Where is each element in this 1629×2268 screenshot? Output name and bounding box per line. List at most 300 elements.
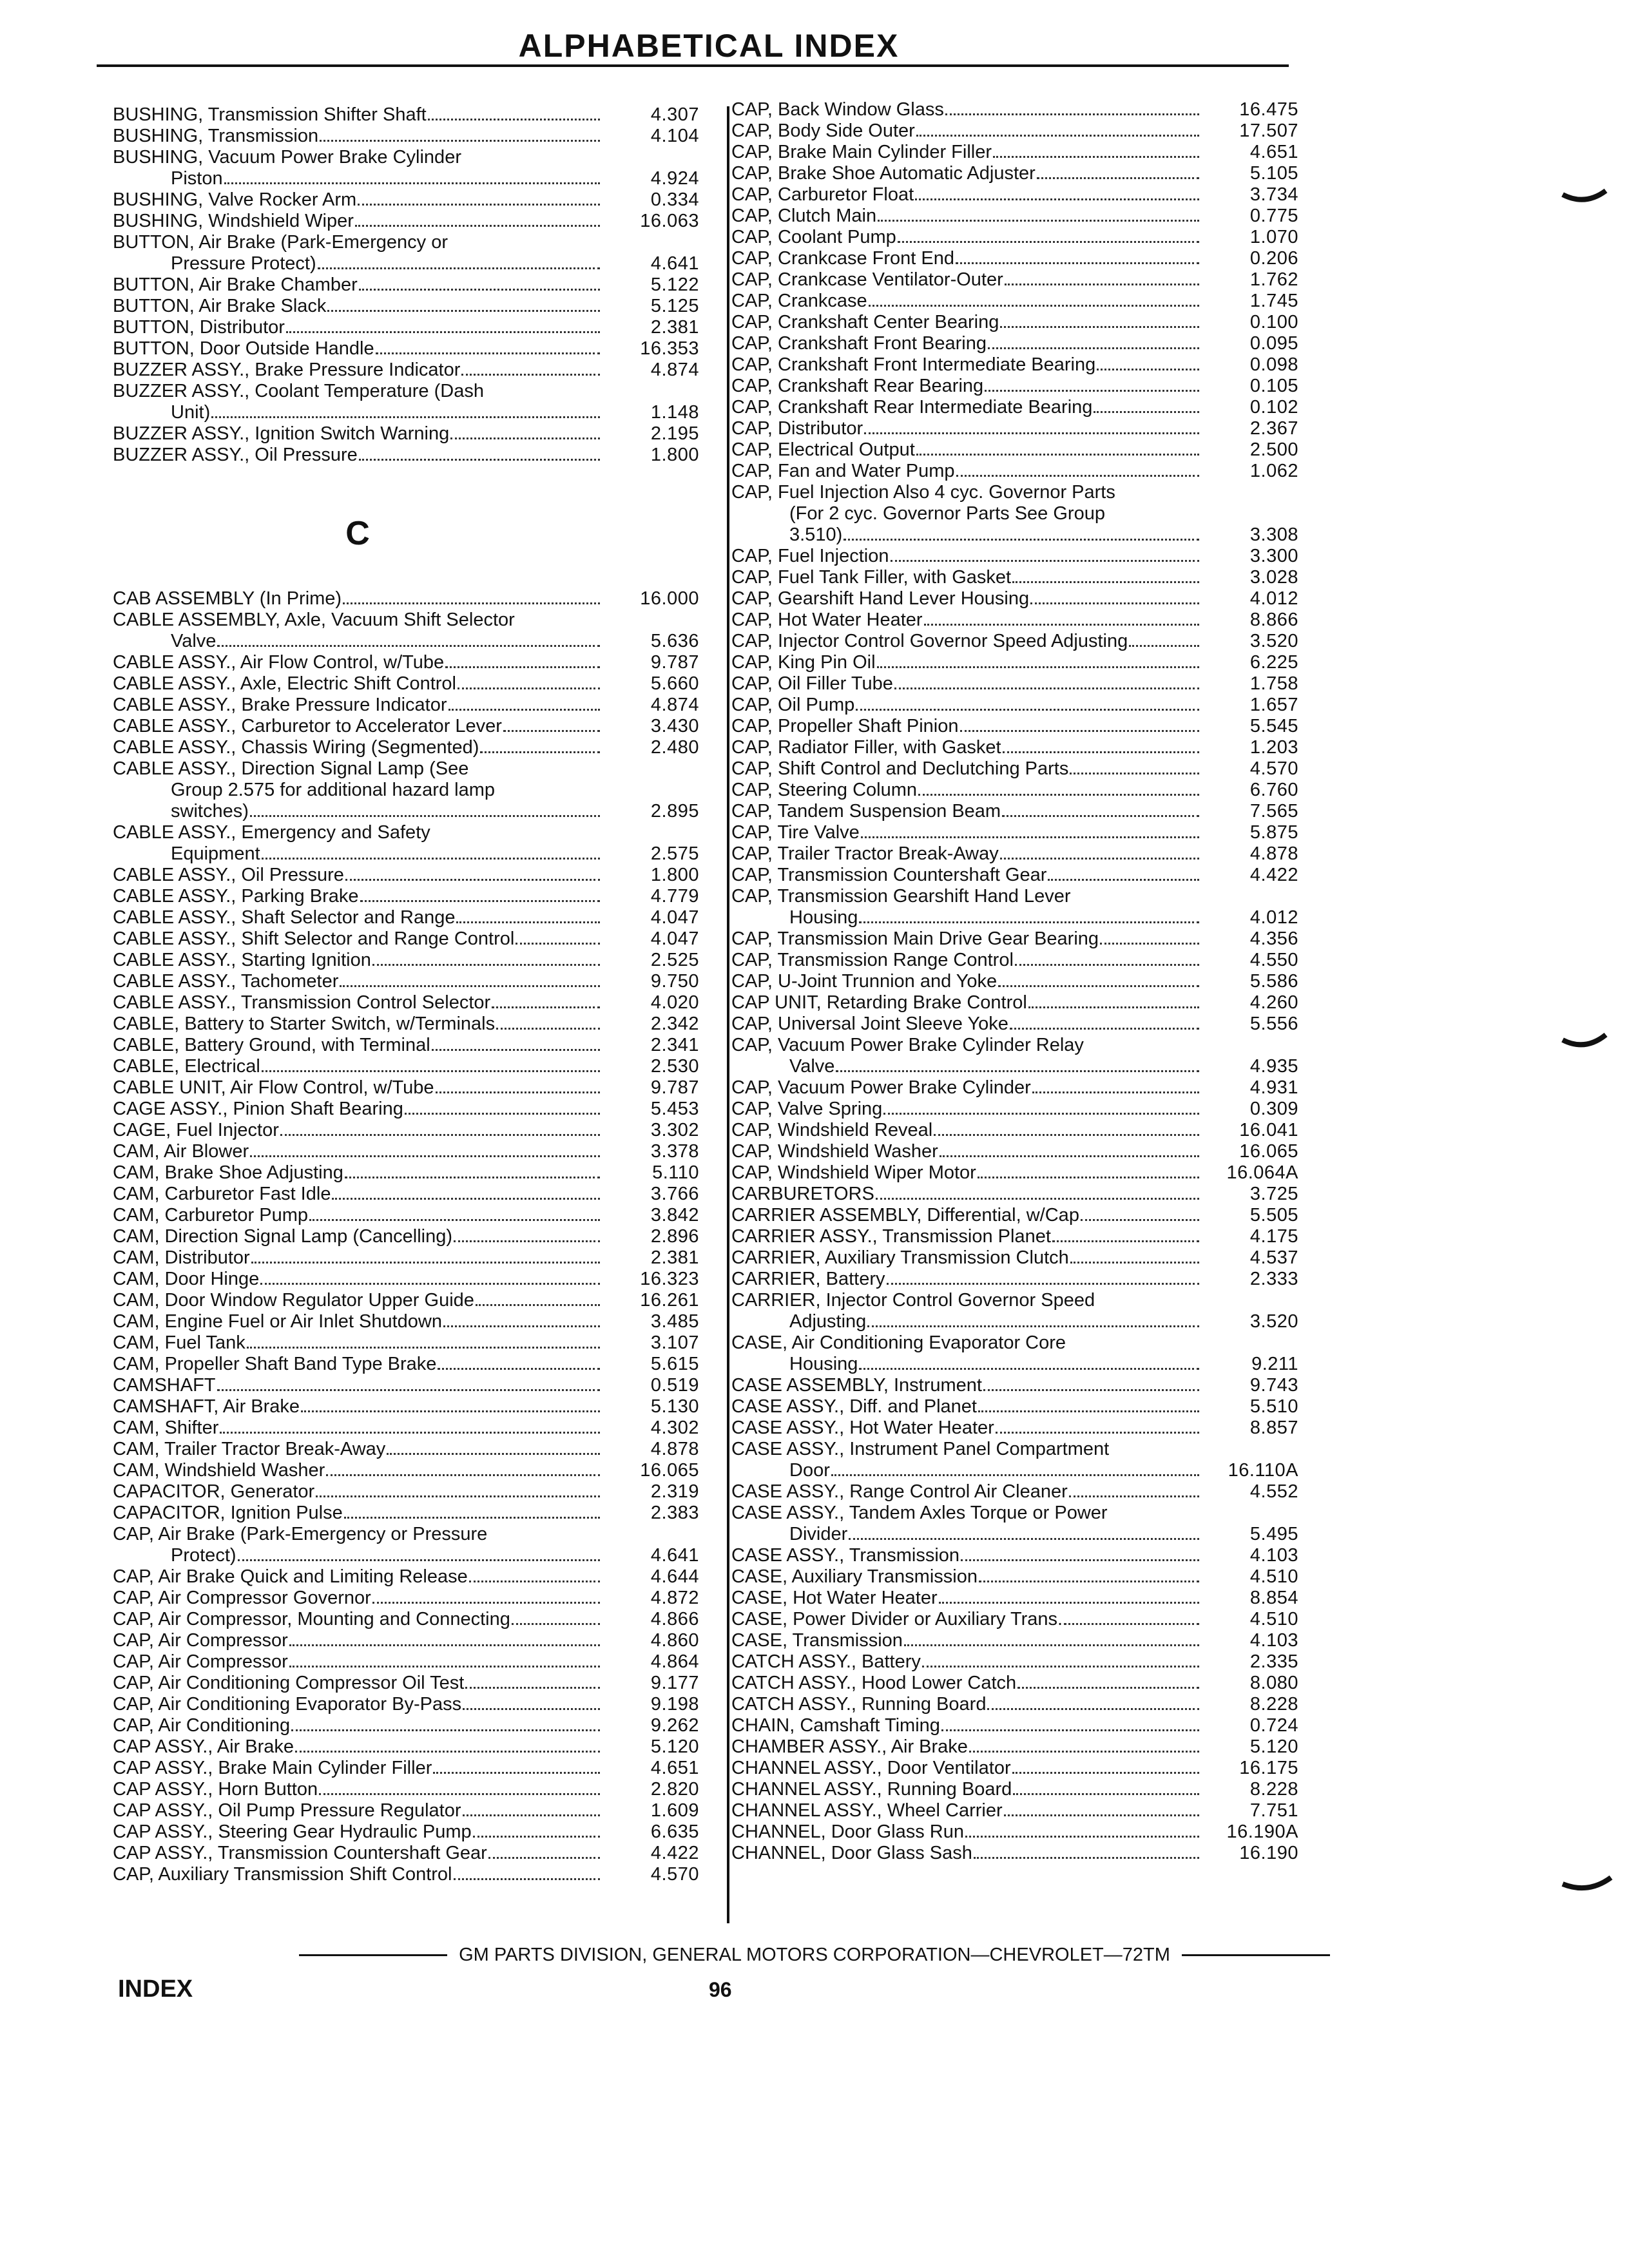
index-entry-line-text: CABLE ASSY., Air Flow Control, w/Tube — [113, 652, 445, 673]
index-entry-line-text: CAP, Injector Control Governor Speed Adjusting — [731, 631, 1128, 651]
index-entry-ref: 8.866 — [1249, 610, 1298, 630]
index-entry — [731, 1418, 1298, 1439]
dot-leader — [898, 241, 1199, 243]
index-entry-line — [731, 439, 1202, 461]
index-entry-text — [731, 99, 1298, 120]
index-entry-line — [731, 1779, 1202, 1800]
index-entry-line — [113, 1354, 602, 1375]
dot-leader — [961, 1559, 1199, 1561]
index-entry-text — [731, 1800, 1298, 1821]
index-entry-line — [731, 1481, 1202, 1503]
index-entry-line — [731, 1247, 1202, 1269]
index-entry-line — [731, 1566, 1202, 1588]
index-entry-line-text: CABLE ASSEMBLY, Axle, Vacuum Shift Selector — [113, 610, 515, 630]
index-entry-line-text: CAP, Air Brake (Park-Emergency or Pressure — [113, 1524, 488, 1544]
index-entry — [731, 1162, 1298, 1184]
index-entry-ref: 5.505 — [1249, 1205, 1298, 1225]
index-entry-text — [731, 695, 1298, 716]
index-entry-text — [731, 1332, 1298, 1375]
index-entry-line-text: CAM, Carburetor Fast Idle — [113, 1184, 331, 1204]
index-entry-line — [731, 1332, 1202, 1354]
index-entry-text — [731, 1205, 1298, 1226]
index-entry — [113, 1226, 699, 1247]
index-entry-line — [731, 1205, 1202, 1226]
index-entry-ref: 4.012 — [1249, 588, 1298, 609]
index-entry — [113, 423, 699, 445]
index-entry-text — [731, 758, 1298, 780]
index-entry-line — [113, 232, 602, 253]
dot-leader — [469, 1581, 600, 1582]
index-entry-text — [731, 269, 1298, 291]
index-entry-line-text: CAP, Shift Control and Declutching Parts — [731, 758, 1069, 779]
index-entry-ref: 1.609 — [650, 1800, 699, 1821]
index-entry-text — [113, 1120, 699, 1141]
index-entry-line — [113, 1205, 602, 1226]
index-entry — [113, 652, 699, 673]
index-entry-line-text: CAPACITOR, Ignition Pulse — [113, 1503, 343, 1523]
index-entry-line — [731, 1290, 1202, 1311]
index-entry-line — [113, 1651, 602, 1673]
dot-leader — [262, 1070, 600, 1072]
index-entry-line-text: CAM, Distributor — [113, 1247, 250, 1268]
index-entry-text — [731, 546, 1298, 567]
index-entry-line — [113, 992, 602, 1014]
index-entry-line-text: CABLE ASSY., Tachometer — [113, 971, 339, 992]
index-entry-text — [113, 1821, 699, 1843]
index-entry-ref: 1.758 — [1249, 673, 1298, 694]
index-entry — [113, 1460, 699, 1481]
dot-leader — [985, 390, 1199, 392]
dot-leader — [286, 331, 600, 333]
index-entry-line-text: BUSHING, Transmission — [113, 126, 319, 146]
dot-leader — [876, 1198, 1199, 1200]
index-entry — [731, 1099, 1298, 1120]
index-entry-text — [113, 1630, 699, 1651]
index-entry-text — [731, 376, 1298, 397]
index-entry — [113, 758, 699, 822]
index-entry — [731, 546, 1298, 567]
index-entry-line — [731, 418, 1202, 439]
index-entry-line-text: Valve — [171, 631, 217, 651]
index-entry-text — [731, 312, 1298, 333]
index-entry-ref: 4.878 — [1249, 843, 1298, 864]
index-entry — [113, 1630, 699, 1651]
index-entry-line — [731, 291, 1202, 312]
index-entry — [113, 992, 699, 1014]
dot-leader — [316, 1495, 600, 1497]
dot-leader — [831, 1474, 1199, 1476]
index-entry-line-text: CAP, Air Conditioning Compressor Oil Test — [113, 1673, 465, 1693]
index-entry-line-text: BUSHING, Transmission Shifter Shaft — [113, 104, 427, 125]
dot-leader — [856, 709, 1199, 711]
index-entry-line-text: CAP, Air Conditioning Evaporator By-Pass — [113, 1694, 462, 1715]
dot-leader — [983, 1389, 1199, 1391]
index-entry-ref: 6.635 — [650, 1821, 699, 1842]
index-entry-line-text: BUZZER ASSY., Coolant Temperature (Dash — [113, 381, 484, 401]
dot-leader — [877, 666, 1199, 668]
index-entry-line — [731, 269, 1202, 291]
index-entry-ref: 1.062 — [1249, 461, 1298, 481]
index-entry-text — [113, 907, 699, 928]
index-entry-line — [731, 397, 1202, 418]
index-entry-line — [113, 1290, 602, 1311]
index-entry — [113, 1162, 699, 1184]
index-entry-text — [113, 1439, 699, 1460]
index-entry-ref: 4.874 — [650, 360, 699, 380]
index-entry — [731, 1758, 1298, 1779]
index-entry-line — [113, 147, 602, 168]
dot-leader — [934, 1134, 1199, 1136]
index-entry-text — [113, 211, 699, 232]
index-entry — [731, 1545, 1298, 1566]
index-entry-line — [731, 1035, 1202, 1056]
index-entry-text — [113, 1290, 699, 1311]
index-entry-text — [113, 1141, 699, 1162]
index-entry-line-text: CAP, Crankshaft Front Bearing — [731, 333, 987, 354]
index-entry-ref: 16.065 — [1239, 1141, 1298, 1162]
dot-leader — [974, 1857, 1199, 1859]
index-entry-ref: 3.028 — [1249, 567, 1298, 588]
dot-leader — [445, 666, 600, 668]
index-entry-text — [113, 1099, 699, 1120]
index-entry — [113, 1247, 699, 1269]
index-entry — [731, 1396, 1298, 1418]
index-entry-text — [113, 1503, 699, 1524]
index-entry-line — [731, 1311, 1202, 1332]
index-entry-line-text: CAP, Tire Valve — [731, 822, 860, 843]
index-entry-line-text: CAP, Brake Shoe Automatic Adjuster — [731, 163, 1036, 184]
dot-leader — [387, 1453, 600, 1455]
index-entry-ref: 5.510 — [1249, 1396, 1298, 1417]
index-entry-line — [731, 461, 1202, 482]
index-entry-line — [731, 482, 1202, 503]
dot-leader — [359, 289, 600, 291]
index-entry-ref: 4.779 — [650, 886, 699, 907]
index-entry-line — [731, 652, 1202, 673]
index-entry-line — [113, 1056, 602, 1077]
index-entry-ref: 16.064A — [1226, 1162, 1298, 1183]
index-entry-text — [113, 274, 699, 296]
index-entry-line — [731, 1120, 1202, 1141]
index-entry-ref: 4.422 — [650, 1843, 699, 1863]
dot-leader — [1048, 879, 1199, 881]
index-entry — [113, 1120, 699, 1141]
index-entry-text — [731, 567, 1298, 588]
index-entry-line-text: CAP, Carburetor Float — [731, 184, 914, 205]
index-entry-text — [113, 928, 699, 950]
dot-leader — [436, 1091, 600, 1093]
index-entry-line-text: BUZZER ASSY., Brake Pressure Indicator — [113, 360, 461, 380]
left-column-top-entries — [113, 104, 699, 466]
dot-leader — [904, 1644, 1199, 1646]
index-entry — [113, 886, 699, 907]
index-entry-text — [113, 1736, 699, 1758]
index-entry-text — [731, 1630, 1298, 1651]
index-entry-ref: 6.760 — [1249, 780, 1298, 800]
index-entry-line — [113, 360, 602, 381]
index-entry — [731, 1035, 1298, 1077]
index-entry-line — [113, 381, 602, 402]
index-entry-ref: 2.367 — [1249, 418, 1298, 439]
dot-leader — [918, 794, 1199, 796]
index-entry-ref: 2.342 — [650, 1014, 699, 1034]
index-entry-line-text: BUZZER ASSY., Ignition Switch Warning — [113, 423, 450, 444]
dot-leader — [448, 709, 600, 711]
dot-leader — [939, 1602, 1199, 1604]
index-entry-line-text: CAP UNIT, Retarding Brake Control — [731, 992, 1027, 1013]
dot-leader — [238, 1559, 600, 1561]
dot-leader — [438, 1368, 600, 1370]
index-entry-line — [731, 631, 1202, 652]
index-entry-line-text: CASE, Auxiliary Transmission — [731, 1566, 978, 1587]
index-entry-text — [731, 1758, 1298, 1779]
index-entry-ref: 4.552 — [1249, 1481, 1298, 1502]
index-entry-line — [113, 1184, 602, 1205]
index-entry-ref: 5.545 — [1249, 716, 1298, 736]
index-entry — [113, 232, 699, 274]
index-entry-text — [731, 439, 1298, 461]
index-entry-text — [113, 758, 699, 822]
index-entry-ref: 5.660 — [650, 673, 699, 694]
dot-leader — [376, 352, 600, 354]
index-entry-ref: 4.641 — [650, 1545, 699, 1566]
index-entry-line-text: switches) — [171, 801, 249, 822]
index-entry-line-text: CABLE ASSY., Shift Selector and Range Control — [113, 928, 515, 949]
index-entry-text — [113, 1396, 699, 1418]
index-entry — [113, 296, 699, 317]
index-entry-ref: 4.537 — [1249, 1247, 1298, 1268]
index-entry-line — [113, 423, 602, 445]
index-entry — [113, 928, 699, 950]
index-entry — [731, 1184, 1298, 1205]
index-entry-ref: 2.381 — [650, 1247, 699, 1268]
index-entry — [731, 291, 1298, 312]
index-entry-text — [113, 338, 699, 360]
index-entry-ref: 2.530 — [650, 1056, 699, 1077]
index-entry-ref: 16.475 — [1239, 99, 1298, 120]
index-entry-line-text: CARRIER, Injector Control Governor Speed — [731, 1290, 1095, 1311]
dot-leader — [262, 858, 600, 860]
dot-leader — [217, 1389, 601, 1391]
index-entry-ref: 8.080 — [1249, 1673, 1298, 1693]
index-entry-text — [731, 142, 1298, 163]
index-entry-line-text: CAP, Radiator Filler, with Gasket — [731, 737, 1001, 758]
index-entry — [731, 1779, 1298, 1800]
index-entry-line — [731, 1800, 1202, 1821]
index-entry — [113, 381, 699, 423]
dot-leader — [516, 943, 600, 945]
index-entry-ref: 3.842 — [650, 1205, 699, 1225]
index-entry-line-text: 3.510) — [789, 524, 843, 545]
index-entry — [113, 1481, 699, 1503]
dot-leader — [1004, 1814, 1199, 1816]
index-entry-line-text: CASE ASSY., Range Control Air Cleaner — [731, 1481, 1068, 1502]
index-entry-text — [731, 206, 1298, 227]
index-entry-line-text: CAP, Back Window Glass — [731, 99, 944, 120]
index-entry-line-text: CAM, Brake Shoe Adjusting — [113, 1162, 343, 1183]
index-entry-text — [731, 1035, 1298, 1077]
index-entry-ref: 1.148 — [650, 402, 699, 423]
index-entry — [731, 376, 1298, 397]
dot-leader — [359, 459, 600, 461]
index-entry-line-text: CHANNEL, Door Glass Sash — [731, 1843, 972, 1863]
index-entry-line-text: CAP ASSY., Horn Button — [113, 1779, 318, 1800]
index-entry-line-text: CABLE ASSY., Direction Signal Lamp (See — [113, 758, 469, 779]
index-entry-text — [731, 291, 1298, 312]
index-entry-text — [113, 126, 699, 147]
dot-leader — [1012, 1772, 1199, 1774]
dot-leader — [355, 225, 600, 227]
index-entry-line — [113, 1375, 602, 1396]
index-entry-text — [731, 886, 1298, 928]
index-entry-text — [731, 1779, 1298, 1800]
index-entry-ref: 4.302 — [650, 1418, 699, 1438]
index-entry — [113, 189, 699, 211]
index-entry-line-text: CABLE, Battery to Starter Switch, w/Terminals — [113, 1014, 496, 1034]
index-entry — [731, 801, 1298, 822]
index-entry-text — [731, 1588, 1298, 1609]
index-entry — [113, 716, 699, 737]
index-entry-line — [113, 1247, 602, 1269]
index-entry-text — [731, 1162, 1298, 1184]
dot-leader — [894, 687, 1199, 689]
index-entry-ref: 3.302 — [650, 1120, 699, 1140]
index-entry-line — [113, 865, 602, 886]
index-entry-line-text: CAP, Universal Joint Sleeve Yoke — [731, 1014, 1008, 1034]
index-entry — [731, 1205, 1298, 1226]
index-entry-ref: 5.125 — [650, 296, 699, 316]
index-entry-text — [113, 1418, 699, 1439]
index-entry-line — [113, 801, 602, 822]
index-entry-line — [113, 1035, 602, 1056]
index-entry-ref: 16.063 — [640, 211, 699, 231]
index-entry-ref: 0.519 — [650, 1375, 699, 1396]
index-entry-text — [731, 1843, 1298, 1864]
index-entry-text — [113, 1694, 699, 1715]
index-entry-line — [731, 695, 1202, 716]
index-entry — [113, 1609, 699, 1630]
index-entry-line — [731, 1269, 1202, 1290]
index-entry-ref: 5.875 — [1249, 822, 1298, 843]
index-entry-text — [731, 227, 1298, 248]
index-entry-ref: 16.261 — [640, 1290, 699, 1311]
dot-leader — [461, 374, 600, 376]
dot-leader — [496, 1028, 600, 1030]
index-entry-line-text: CAM, Air Blower — [113, 1141, 249, 1162]
index-entry-line — [731, 1651, 1202, 1673]
index-entry-line-text: CAP, Windshield Reveal — [731, 1120, 933, 1140]
index-entry-ref: 5.120 — [1249, 1736, 1298, 1757]
index-entry-text — [113, 296, 699, 317]
index-entry-text — [113, 1481, 699, 1503]
index-entry-line — [113, 1843, 602, 1864]
index-entry-ref: 5.122 — [650, 274, 699, 295]
index-entry-ref: 5.586 — [1249, 971, 1298, 992]
index-entry-text — [731, 397, 1298, 418]
index-entry-line — [113, 1758, 602, 1779]
index-entry-text — [113, 1269, 699, 1290]
index-entry-line — [113, 1332, 602, 1354]
index-entry — [731, 588, 1298, 610]
dot-leader — [916, 135, 1199, 137]
index-entry-ref: 3.300 — [1249, 546, 1298, 566]
index-entry-text — [731, 610, 1298, 631]
index-entry-line-text: CAP, Trailer Tractor Break-Away — [731, 843, 999, 864]
dot-leader — [217, 645, 600, 647]
index-entry-line-text: CAP, Transmission Main Drive Gear Bearing — [731, 928, 1099, 949]
index-entry-line-text: CAM, Engine Fuel or Air Inlet Shutdown — [113, 1311, 442, 1332]
index-entry-ref: 4.924 — [650, 168, 699, 189]
index-entry-ref: 0.100 — [1249, 312, 1298, 332]
index-entry-line-text: CAP, U-Joint Trunnion and Yoke — [731, 971, 998, 992]
dot-leader — [993, 156, 1199, 158]
index-entry-text — [731, 1077, 1298, 1099]
index-entry-line-text: CAMSHAFT — [113, 1375, 216, 1396]
dot-leader — [956, 262, 1199, 264]
index-entry-text — [731, 1715, 1298, 1736]
index-entry-line — [113, 211, 602, 232]
index-entry-text — [113, 652, 699, 673]
dot-leader — [883, 1113, 1199, 1115]
index-entry — [731, 1609, 1298, 1630]
index-entry-text — [113, 1715, 699, 1736]
dot-leader — [344, 1517, 600, 1519]
index-entry-text — [731, 1566, 1298, 1588]
index-entry-ref: 5.615 — [650, 1354, 699, 1374]
index-entry — [731, 248, 1298, 269]
index-entry-text — [731, 971, 1298, 992]
index-entry-line-text: BUZZER ASSY., Oil Pressure — [113, 445, 358, 465]
index-entry-line — [113, 104, 602, 126]
index-entry — [113, 1673, 699, 1694]
index-entry-text — [731, 184, 1298, 206]
index-entry-line — [113, 928, 602, 950]
index-entry-line-text: CAP, Distributor — [731, 418, 863, 439]
index-entry-ref: 2.895 — [650, 801, 699, 822]
index-entry — [113, 1588, 699, 1609]
dot-leader — [1013, 1793, 1199, 1795]
index-entry-line — [731, 333, 1202, 354]
index-entry-text — [113, 1524, 699, 1566]
dot-leader — [859, 1368, 1199, 1370]
dot-leader — [360, 900, 600, 902]
index-entry-line — [731, 673, 1202, 695]
index-entry-text — [113, 360, 699, 381]
index-entry-text — [731, 822, 1298, 843]
index-entry-text — [731, 1014, 1298, 1035]
index-entry-line-text: CAP, Windshield Wiper Motor — [731, 1162, 976, 1183]
dot-leader — [251, 1262, 600, 1264]
dot-leader — [849, 1538, 1199, 1540]
dot-leader — [891, 560, 1200, 562]
index-entry-line-text: CHAMBER ASSY., Air Brake — [731, 1736, 968, 1757]
index-entry — [113, 1843, 699, 1864]
dot-leader — [1129, 645, 1199, 647]
dot-leader — [291, 1729, 600, 1731]
index-entry-line — [731, 227, 1202, 248]
index-entry-text — [113, 1354, 699, 1375]
dot-leader — [1000, 326, 1199, 328]
index-entry-text — [113, 1014, 699, 1035]
dot-leader — [289, 1666, 600, 1667]
index-entry-line — [113, 652, 602, 673]
index-entry — [113, 1864, 699, 1885]
index-entry-text — [113, 695, 699, 716]
dot-leader — [1081, 1219, 1199, 1221]
index-entry-ref: 9.787 — [650, 1077, 699, 1098]
dot-leader — [332, 1198, 600, 1200]
index-entry-ref: 2.333 — [1249, 1269, 1298, 1289]
